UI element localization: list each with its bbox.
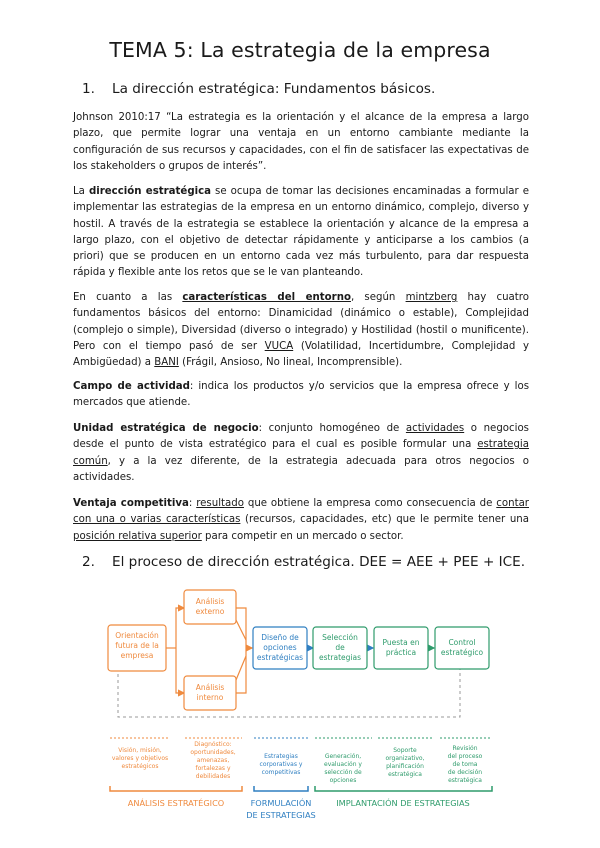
text-run: para competir en un mercado o sector. <box>201 530 404 542</box>
note-vision <box>112 747 168 770</box>
phase-analisis-label: ANÁLISIS ESTRATÉGICO <box>127 798 225 808</box>
note-line: Soporte <box>393 747 417 754</box>
note-line: evaluación y <box>324 761 362 768</box>
term-caracteristicas-entorno: características del entorno <box>182 292 351 303</box>
box-line: Puesta en <box>382 638 420 647</box>
text-run: (Frágil, Ansioso, No lineal, Incomprensible). <box>178 357 403 369</box>
section-number: 2. <box>82 554 95 570</box>
term-campo-actividad: Campo de actividad <box>73 381 190 392</box>
box-analisis-externo <box>184 590 236 624</box>
underlined-mintzberg: mintzberg <box>405 292 458 303</box>
note-line: debilidades <box>195 773 231 780</box>
text-run: se ocupa de tomar las decisiones encaminadas a formular e implementar las estrategias de la empresa en un entorno dinámico, complejo, diverso y hostil. A través de la estrategia se establece la orientación y alcance de la empresa a largo plazo, con el objetivo de detectar rápidamente y anticiparse a los cambios (a priori) que se producen en un entorno cada vez más turbulento, para dar respuesta rápida y flexible ante los retos que se le van planteando. <box>73 186 529 279</box>
box-line: Control <box>448 638 476 647</box>
box-diseno-opciones <box>253 627 307 669</box>
box-line: Orientación <box>115 631 159 640</box>
note-line: estratégica <box>388 771 422 778</box>
text-run: (Volatilidad, Incertidumbre, Complejidad y Ambigüedad) a <box>73 340 529 369</box>
box-line: empresa <box>120 651 154 660</box>
note-line: de toma <box>452 761 478 768</box>
underlined-resultado: resultado <box>196 498 244 509</box>
text-run: : conjunto homogéneo de <box>258 423 406 434</box>
box-line: Diseño de <box>261 633 299 642</box>
text-run: (recursos, capacidades, etc) que le permite tener una <box>240 514 530 526</box>
note-line: valores y objetivos <box>111 755 169 762</box>
bracket-formulacion <box>254 786 308 791</box>
phase-formulacion-label: FORMULACIÓN <box>250 798 312 808</box>
phase-implantacion-label: IMPLANTACIÓN DE ESTRATEGIAS <box>336 798 470 808</box>
note-line: Revisión <box>452 745 478 752</box>
phase-formulacion-label-2: DE ESTRATEGIAS <box>246 810 316 820</box>
note-line: oportunidades, <box>190 749 236 756</box>
box-orientacion <box>108 625 166 671</box>
underlined-contar-con: contar con una o varias características <box>73 498 529 526</box>
box-seleccion-estrategias <box>313 627 367 669</box>
note-line: del proceso <box>447 753 483 760</box>
box-line: estrategias <box>318 653 362 662</box>
box-line: interno <box>196 693 224 702</box>
text-run: : indica los productos y/o servicios que la empresa ofrece y los mercados que atiende. <box>73 381 529 409</box>
text-run: : <box>188 498 197 509</box>
note-line: estratégica <box>448 777 482 784</box>
underlined-vuca: VUCA <box>264 340 294 352</box>
note-line: planificación <box>386 763 424 770</box>
box-line: Análisis <box>195 683 225 692</box>
box-analisis-interno <box>184 676 236 710</box>
note-line: amenazas, <box>196 757 230 764</box>
section-title: La dirección estratégica: Fundamentos básicos. <box>112 81 436 97</box>
text-run: , según <box>350 292 406 303</box>
note-line: estratégicos <box>121 763 159 770</box>
bracket-analisis <box>110 786 242 791</box>
underlined-actividades: actividades <box>405 423 465 434</box>
note-line: selección de <box>324 769 362 776</box>
note-soporte <box>386 747 425 778</box>
note-estrategias <box>260 753 303 776</box>
note-line: organizativo, <box>385 755 425 762</box>
box-line: estratégico <box>440 648 484 657</box>
term-ventaja-competitiva: Ventaja competitiva <box>73 498 189 509</box>
box-line: Selección <box>322 633 358 642</box>
box-control-estrategico <box>435 627 489 669</box>
note-line: competitivas <box>261 769 301 776</box>
text-run: , y a la vez diferente, de la estrategia adecuada para otros negocios o actividades. <box>73 455 529 483</box>
text-run: hay cuatro fundamentos básicos del entorno: Dinamicidad (dinámico o estable), Complejidad (complejo o simple), Diversidad (diverso o integrado) y Hostilidad (hostil o munificente). Pero con el tiempo pasó de ser <box>73 292 529 352</box>
bracket-implantacion <box>315 786 492 791</box>
box-line: Análisis <box>195 597 225 606</box>
underlined-bani: BANI <box>154 357 179 369</box>
box-line: futura de la <box>115 641 159 650</box>
note-line: opciones <box>329 777 357 784</box>
note-generacion <box>324 753 362 784</box>
note-line: Generación, <box>324 753 362 760</box>
text-run: La <box>73 186 89 197</box>
page-title: TEMA 5: La estrategia de la empresa <box>109 38 491 62</box>
box-line: de <box>335 643 345 652</box>
box-line: práctica <box>385 648 417 657</box>
text-run: que obtiene la empresa como consecuencia de <box>243 498 497 509</box>
note-line: corporativas y <box>259 761 303 768</box>
box-line: opciones <box>263 643 297 652</box>
section-number: 1. <box>82 81 95 97</box>
note-line: Diagnóstico: <box>194 741 232 748</box>
note-line: Visión, misión, <box>118 747 162 754</box>
term-direccion-estrategica: dirección estratégica <box>88 186 212 197</box>
text-run: En cuanto a las <box>73 292 183 303</box>
box-line: estratégicas <box>256 653 304 662</box>
box-line: externo <box>195 607 225 616</box>
term-unidad-estrategica: Unidad estratégica de negocio <box>73 423 259 434</box>
underlined-posicion-relativa: posición relativa superior <box>73 530 202 542</box>
section-title: El proceso de dirección estratégica. DEE = AEE + PEE + ICE. <box>112 554 526 570</box>
box-puesta-practica <box>374 627 428 669</box>
note-line: fortalezas y <box>195 765 231 772</box>
note-diagnostico <box>190 741 235 780</box>
text-run: o negocios desde el punto de vista estratégico para el cual es posible formular una <box>73 423 529 451</box>
paragraph-johnson-quote: Johnson 2010:17 “La estrategia es la orientación y el alcance de la empresa a largo plazo, que permite lograr una ventaja en un entorno cambiante mediante la configuración de sus recursos y capacidades, con el fin de satisfacer las expectativas de los stakeholders o grupos de interés”. <box>73 112 529 172</box>
note-line: Estrategias <box>264 753 298 760</box>
underlined-estrategia-comun: estrategia común <box>73 439 529 467</box>
note-revision <box>448 745 483 784</box>
note-line: de decisión <box>447 769 483 776</box>
